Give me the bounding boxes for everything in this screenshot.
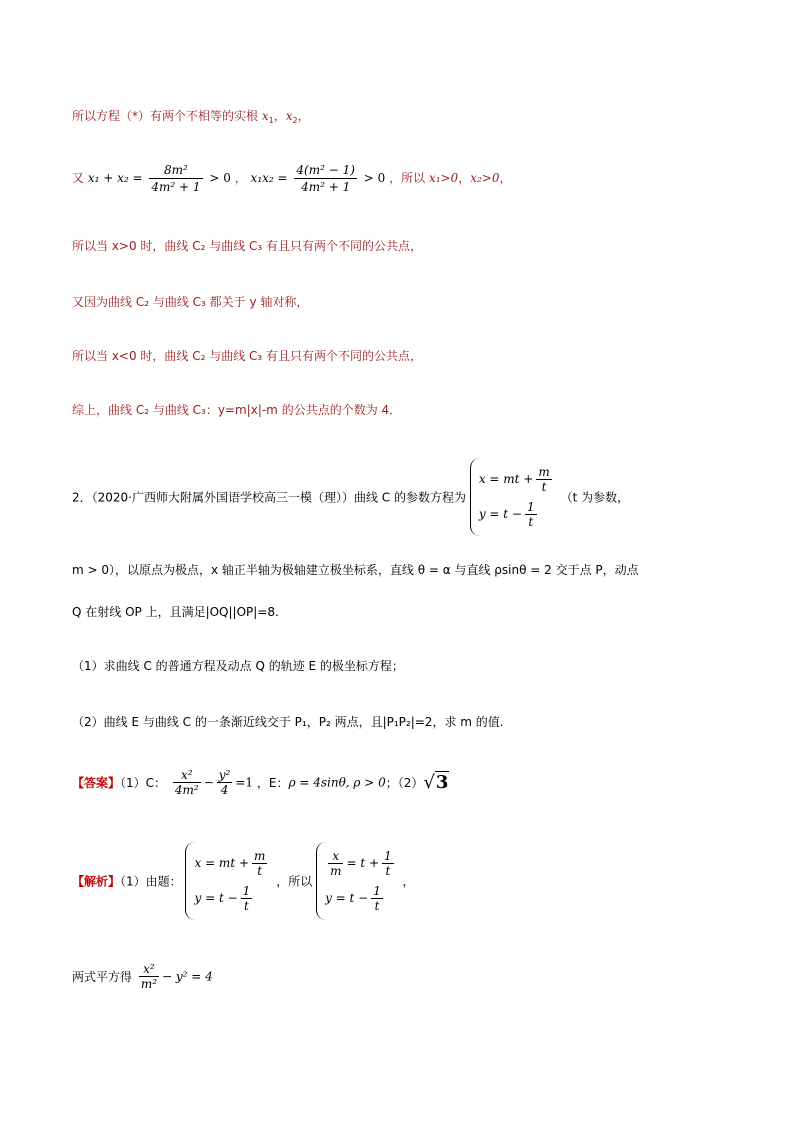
fraction-numerator: x² (180, 768, 193, 782)
text-line-3: 所以当 x>0 时，曲线 C₂ 与曲线 C₃ 有且只有两个不同的公共点， (72, 239, 423, 253)
math-fraction (294, 162, 357, 195)
fraction-denominator: m² (140, 977, 158, 991)
fraction-denominator: 4m² + 1 (151, 180, 201, 194)
question-2-line-3: Q 在射线 OP 上，且满足|OQ||OP|=8. (72, 605, 279, 619)
equation-lhs: y = t − (325, 891, 369, 905)
final-line (72, 962, 213, 991)
text-segment: ， (499, 171, 512, 185)
math-inline: x₂>0 (470, 171, 500, 185)
answer-line (72, 768, 449, 797)
text-segment: ，所以 (389, 171, 429, 185)
fraction-numerator: 4(m² − 1) (296, 163, 355, 177)
text-segment: ， (458, 171, 471, 185)
fraction-denominator: t (241, 898, 253, 913)
system-row (479, 497, 555, 532)
text-line-6: 综上，曲线 C₂ 与曲线 C₃：y=m|x|-m 的公共点的个数为 4． (72, 403, 402, 417)
fraction-denominator: 4m² (174, 783, 199, 797)
fraction-numerator: 1 (242, 884, 251, 898)
fraction-numerator: x (332, 849, 340, 863)
equation-rhs: = t + (346, 856, 380, 870)
equation-lhs: y = t − (194, 891, 238, 905)
fraction-denominator: t (382, 863, 394, 878)
math-fraction (139, 962, 159, 991)
fraction-numerator: 8m² (164, 163, 188, 177)
math-fraction (173, 768, 201, 797)
fraction-numerator: 1 (373, 884, 381, 898)
math-rhs: > 0 (363, 171, 386, 185)
analysis-line (72, 842, 415, 920)
system-row (194, 846, 270, 881)
text-line-1 (72, 108, 310, 129)
fraction-denominator: t (371, 898, 383, 913)
text-segment: 又 (72, 171, 88, 185)
fraction-denominator: t (536, 479, 551, 494)
system-row (479, 462, 555, 497)
text-segment: ， (297, 109, 310, 123)
text-segment: ， (234, 171, 247, 185)
equation-lhs: x = mt + (478, 472, 534, 486)
final-text: 两式平方得 (72, 970, 136, 984)
fraction-denominator: m (330, 864, 342, 878)
parametric-system (316, 842, 399, 920)
answer-text: ；（2） (385, 776, 424, 790)
math-prod-lhs: x₁x₂ = (250, 171, 288, 185)
math-rhs: =1 (235, 775, 254, 790)
answer-tag: 【答案】 (72, 776, 121, 790)
math-inline: x₁>0 (428, 171, 459, 185)
text-line-4: 又因为曲线 C₂ 与曲线 C₃ 都关于 y 轴对称， (72, 295, 309, 309)
question-2-header (72, 458, 629, 536)
math-fraction (525, 500, 537, 529)
system-row (325, 846, 397, 881)
fraction-numerator: x² (143, 962, 155, 976)
math-fraction (252, 849, 267, 878)
var-x: x (261, 109, 269, 123)
math-fraction (371, 884, 383, 913)
text-segment: ， (273, 109, 286, 123)
question-2-part-2: （2）曲线 E 与曲线 C 的一条渐近线交于 P₁，P₂ 两点，且|P₁P₂|=2，求 m 的值. (72, 715, 504, 729)
var-x: x (285, 109, 293, 123)
math-fraction (536, 465, 551, 494)
fraction-denominator: t (525, 514, 537, 529)
analysis-text: （1）由题： (120, 874, 182, 889)
parametric-system (470, 458, 557, 536)
equation-lhs: y = t − (478, 507, 522, 521)
sqrt-radicand: 3 (435, 772, 449, 793)
math-fraction (149, 162, 202, 195)
fraction-numerator: 1 (384, 849, 392, 863)
math-fraction (241, 884, 253, 913)
math-fraction (217, 768, 233, 797)
subscript: 1 (268, 116, 274, 125)
answer-text: ，E： (256, 776, 289, 790)
question-2-line-2: m > 0），以原点为极点，x 轴正半轴为极轴建立极坐标系，直线 θ = α 与直线 ρsinθ = 2 交于点 P，动点 (72, 563, 639, 577)
fraction-denominator: 4m² + 1 (294, 178, 357, 195)
fraction-numerator: y² (218, 768, 231, 782)
system-row (325, 881, 397, 916)
math-fraction (328, 849, 343, 878)
fraction-denominator: 4 (217, 782, 233, 797)
fraction-numerator: 1 (526, 500, 535, 514)
answer-text: （1）C： (120, 776, 167, 790)
fraction-numerator: m (254, 849, 266, 863)
polar-equation: ρ = 4sinθ, ρ > 0 (288, 775, 386, 790)
analysis-tag: 【解析】 (72, 874, 121, 889)
text-line-5: 所以当 x<0 时，曲线 C₂ 与曲线 C₃ 有且只有两个不同的公共点， (72, 349, 423, 363)
math-fraction (382, 849, 394, 878)
parametric-system (185, 842, 272, 920)
math-sum-lhs: x₁ + x₂ = (87, 171, 143, 185)
question-2-part-1: （1）求曲线 C 的普通方程及动点 Q 的轨迹 E 的极坐标方程； (72, 659, 404, 673)
analysis-text: ， (402, 874, 415, 889)
system-row (194, 881, 270, 916)
equation-lhs: x = mt + (194, 856, 250, 870)
analysis-text: ，所以 (276, 874, 313, 889)
math-rhs: > 0 (209, 171, 231, 185)
fraction-numerator: m (538, 465, 550, 479)
text-segment: 所以方程（*）有两个不相等的实根 (72, 109, 262, 123)
equation-rhs: − y² = 4 (162, 969, 213, 984)
sqrt-expression: √3 (423, 772, 449, 793)
question-tail: （t 为参数， (560, 490, 630, 505)
fraction-denominator: t (252, 863, 267, 878)
math-operator: − (203, 775, 214, 790)
subscript: 2 (292, 116, 298, 125)
question-intro: 2．（2020·广西师大附属外国语学校高三一模（理））曲线 C 的参数方程为 (72, 490, 466, 505)
text-line-2 (72, 162, 512, 195)
